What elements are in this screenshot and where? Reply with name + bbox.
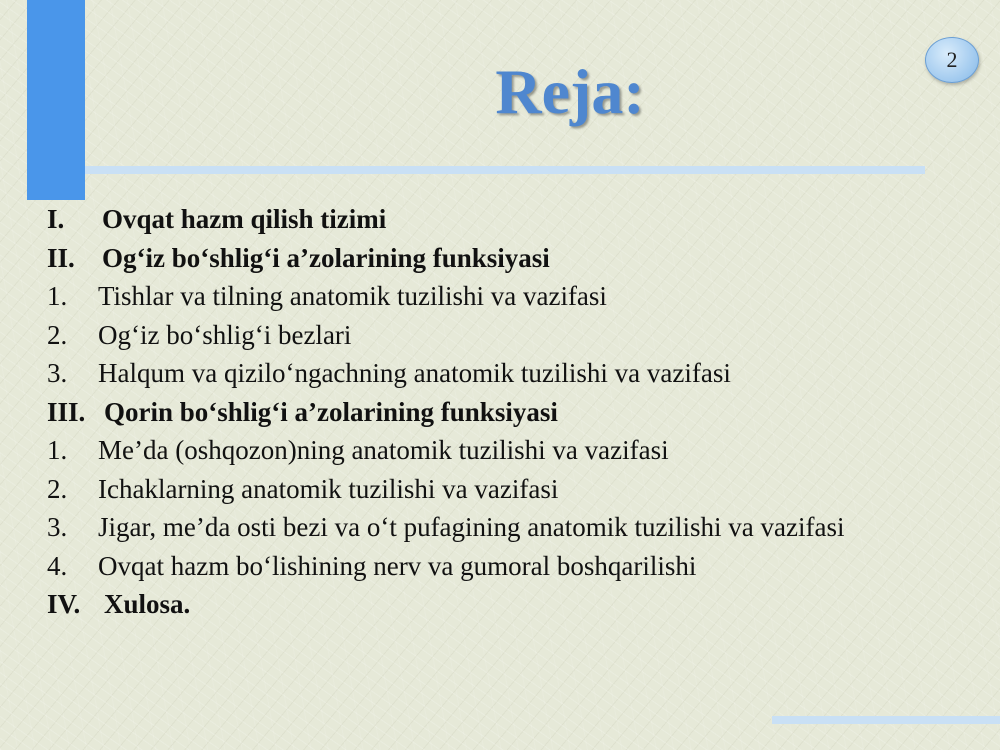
title-divider — [85, 166, 925, 174]
item-number: 1. — [47, 435, 68, 465]
plan-outline — [47, 200, 947, 624]
item-text: Qorin bo‘shlig‘i a’zolarining funksiyasi — [104, 396, 558, 427]
item-text: Xulosa. — [104, 589, 191, 619]
section-item — [47, 239, 947, 278]
item-text: Ovqat hazm bo‘lishining nerv va gumoral boshqarilishi — [98, 550, 697, 581]
section-item — [47, 393, 947, 432]
subsection-item — [47, 277, 947, 316]
item-number: 3. — [47, 358, 68, 388]
slide-title: Reja: — [495, 56, 645, 127]
item-number: 2. — [47, 473, 68, 504]
item-number: 3. — [47, 512, 68, 542]
subsection-item — [47, 547, 947, 586]
item-number: 2. — [47, 319, 68, 350]
item-text: Me’da (oshqozon)ning anatomik tuzilishi va vazifasi — [98, 435, 669, 465]
item-text: Ichaklarning anatomik tuzilishi va vazifasi — [98, 473, 559, 504]
page-number-badge: 2 — [925, 37, 979, 83]
subsection-item — [47, 470, 947, 509]
item-number: IV. — [47, 589, 81, 619]
subsection-item — [47, 508, 947, 547]
item-text: Ovqat hazm qilish tizimi — [102, 204, 387, 234]
item-text: Halqum va qizilo‘ngachning anatomik tuzilishi va vazifasi — [98, 358, 731, 388]
item-number: III. — [47, 396, 86, 427]
item-number: II. — [47, 242, 75, 273]
item-text: Og‘iz bo‘shlig‘i bezlari — [98, 319, 352, 350]
subsection-item — [47, 354, 947, 393]
item-text: Og‘iz bo‘shlig‘i a’zolarining funksiyasi — [102, 242, 550, 273]
section-item — [47, 200, 947, 239]
subsection-item — [47, 431, 947, 470]
left-accent-bar — [27, 0, 85, 200]
item-number: 4. — [47, 550, 68, 581]
item-number: 1. — [47, 281, 68, 311]
subsection-item — [47, 316, 947, 355]
section-item — [47, 585, 947, 624]
footer-divider — [772, 716, 1000, 724]
item-text: Tishlar va tilning anatomik tuzilishi va vazifasi — [98, 281, 607, 311]
item-number: I. — [47, 204, 65, 234]
item-text: Jigar, me’da osti bezi va o‘t pufagining anatomik tuzilishi va vazifasi — [98, 512, 845, 542]
